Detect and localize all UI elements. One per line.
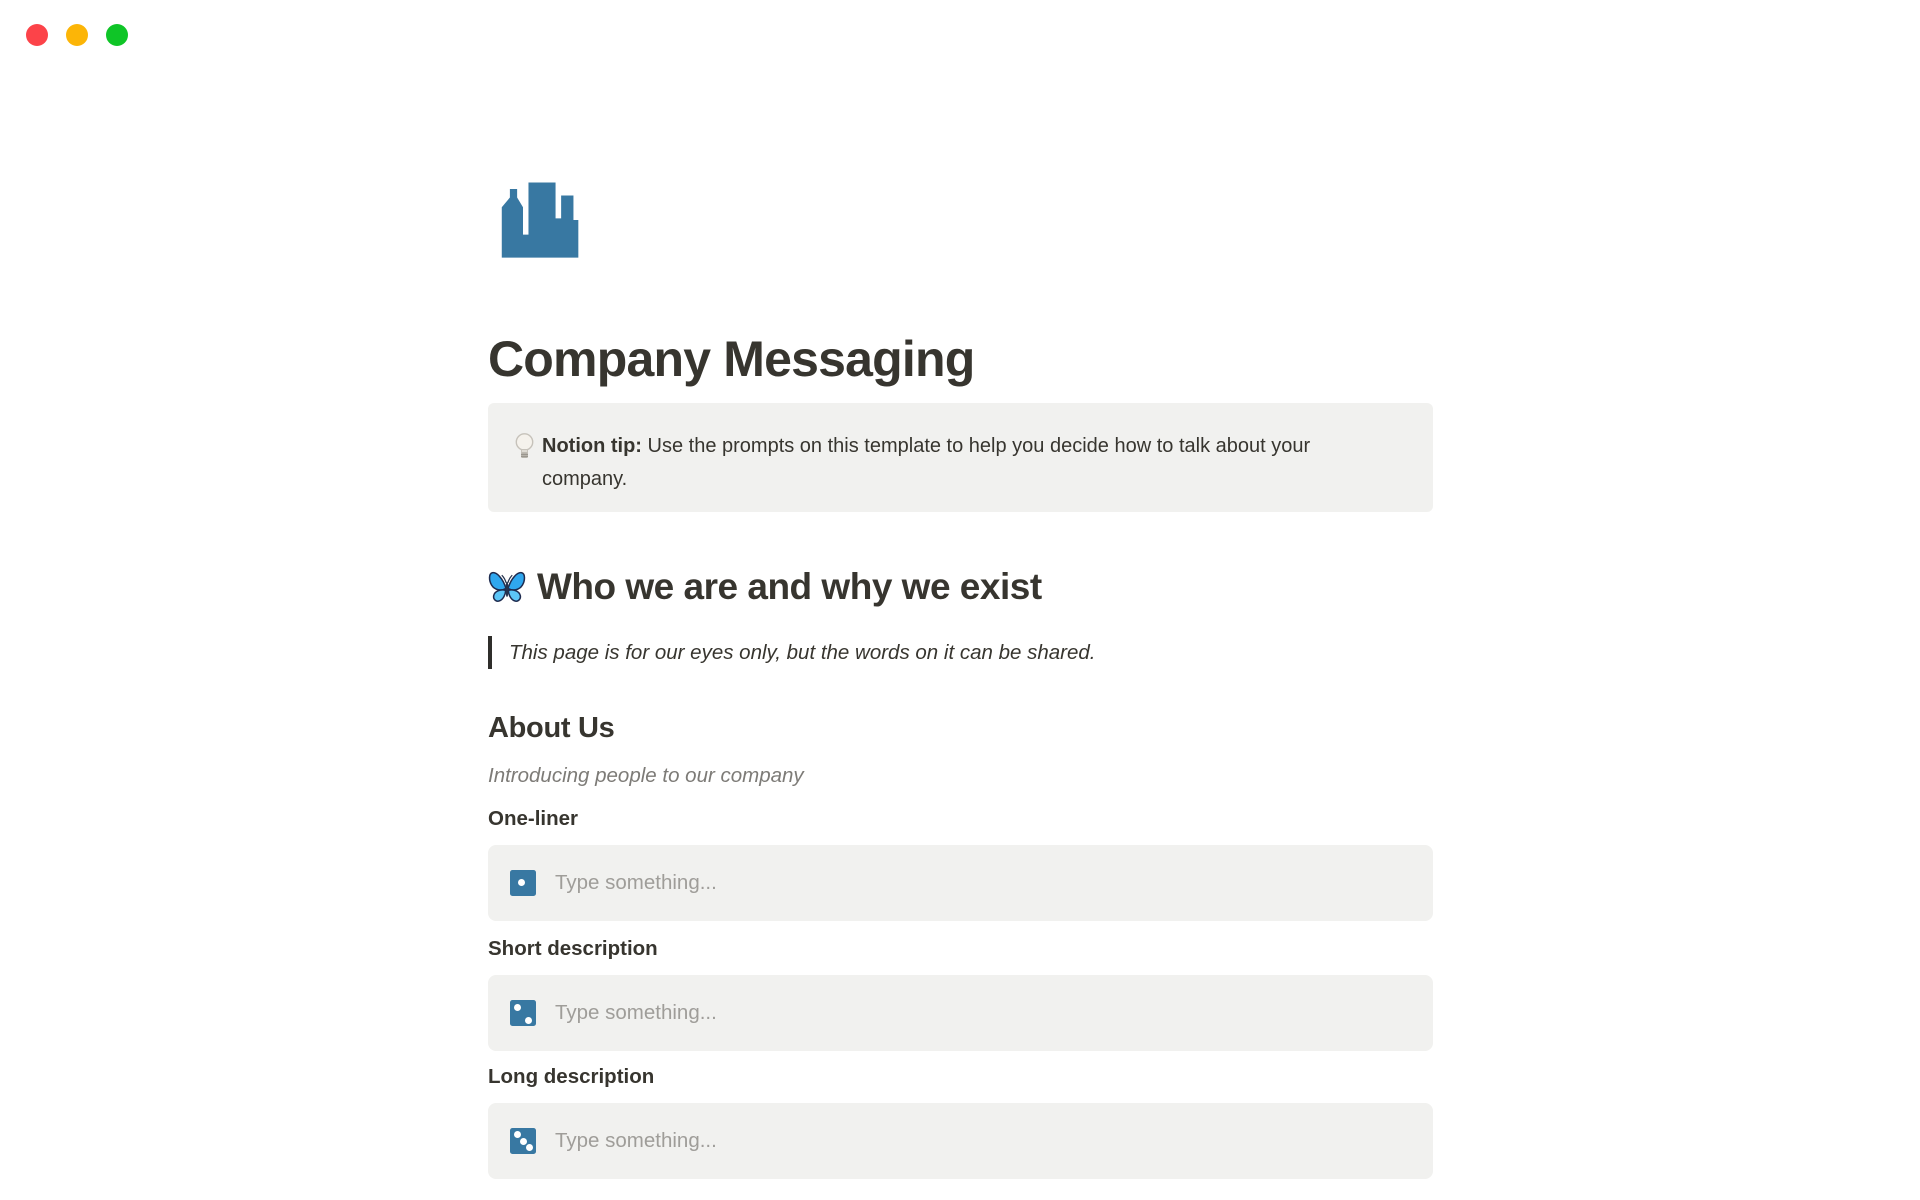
section-heading: Who we are and why we exist [537,566,1042,607]
quote-block: This page is for our eyes only, but the words on it can be shared. [488,636,1409,669]
close-window-button[interactable] [26,24,48,46]
about-us-heading: About Us [488,712,615,744]
callout-text [542,430,1387,496]
callout-body: Use the prompts on this template to help you decide how to talk about your company. [542,435,1311,490]
page-title[interactable]: Company Messaging [488,331,975,387]
one-liner-field[interactable] [488,845,1433,921]
die-2-icon [510,1000,536,1026]
short-description-label: Short description [488,937,658,960]
about-us-subtitle: Introducing people to our company [488,764,804,787]
minimize-window-button[interactable] [66,24,88,46]
section-heading-row [488,564,1433,610]
one-liner-placeholder[interactable]: Type something... [555,871,717,894]
die-3-icon [510,1128,536,1154]
city-buildings-icon[interactable] [492,176,580,264]
zoom-window-button[interactable] [106,24,128,46]
callout-bold-prefix: Notion tip: [542,435,642,457]
one-liner-label: One-liner [488,807,578,830]
long-description-placeholder[interactable]: Type something... [555,1129,717,1152]
long-description-label: Long description [488,1065,655,1088]
window-controls [26,24,128,46]
light-bulb-icon [511,432,538,461]
notion-tip-callout [488,403,1433,512]
blue-butterfly-icon [488,570,526,605]
die-1-icon [510,870,536,896]
short-description-placeholder[interactable]: Type something... [555,1001,717,1024]
long-description-field[interactable] [488,1103,1433,1179]
short-description-field[interactable] [488,975,1433,1051]
